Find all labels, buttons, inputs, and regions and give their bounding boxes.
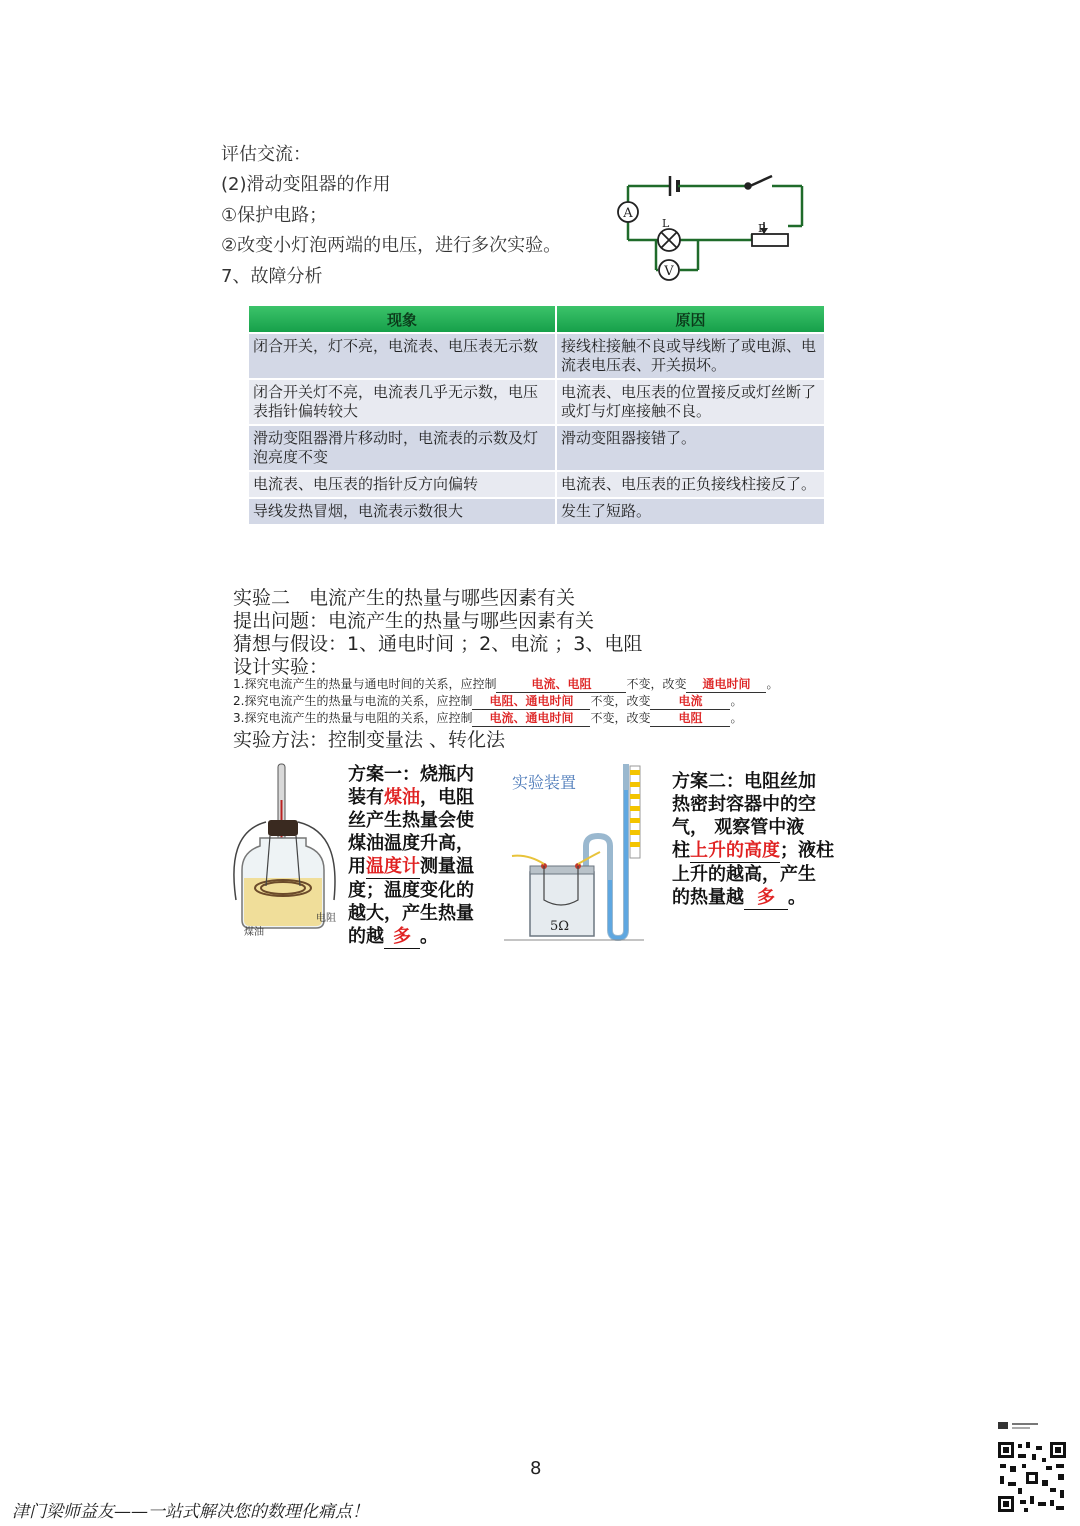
table-row bbox=[249, 333, 825, 379]
evaluation-heading: 评估交流： bbox=[221, 144, 311, 165]
design-heading: 设计实验： bbox=[233, 656, 329, 678]
design-item-3: 3.探究电流产生的热量与电阻的关系，应控制 电流、通电时间 不变，改变 电阻 。 bbox=[233, 711, 743, 725]
role-protect: ①保护电路； bbox=[221, 205, 328, 226]
fill-changed: 电阻 bbox=[650, 709, 730, 727]
page-number: 8 bbox=[530, 1458, 542, 1479]
table-row bbox=[249, 471, 825, 498]
fault-analysis-heading: 7、故障分析 bbox=[221, 266, 323, 287]
rheostat-icon bbox=[752, 234, 788, 246]
phenomenon-cell: 闭合开关，灯不亮，电流表、电压表无示数 bbox=[249, 333, 556, 379]
lamp-label: L bbox=[662, 217, 670, 230]
fill-changed: 电流 bbox=[650, 692, 730, 710]
u-tube-apparatus-illustration bbox=[504, 760, 648, 946]
question-line: 提出问题：电流产生的热量与哪些因素有关 bbox=[233, 610, 595, 632]
cause-cell: 滑动变阻器接错了。 bbox=[556, 425, 825, 471]
oil-label: 煤油 bbox=[244, 927, 264, 938]
rheostat-role-heading: (2)滑动变阻器的作用 bbox=[221, 174, 391, 195]
fault-table bbox=[249, 306, 826, 524]
phenomenon-cell: 闭合开关灯不亮，电流表几乎无示数，电压表指针偏转较大 bbox=[249, 379, 556, 425]
answer-more: 多 bbox=[744, 886, 788, 910]
resistor-label: 5Ω bbox=[550, 919, 570, 934]
method-line: 实验方法：控制变量法 、转化法 bbox=[233, 729, 506, 751]
circuit-diagram bbox=[612, 172, 808, 288]
design-item-2: 2.探究电流产生的热量与电流的关系，应控制 电阻、通电时间 不变，改变 电流 。 bbox=[233, 694, 743, 708]
highlight-rise-height: 上升的高度 bbox=[690, 840, 780, 861]
table-row bbox=[249, 425, 825, 471]
cause-cell: 电流表、电压表的正负接线柱接反了。 bbox=[556, 471, 825, 498]
answer-more: 多 bbox=[384, 925, 420, 949]
cause-cell: 发生了短路。 bbox=[556, 498, 825, 524]
fill-controlled: 电流、电阻 bbox=[496, 675, 626, 693]
wire-label: 电阻 bbox=[316, 913, 336, 924]
design-item-1: 1.探究电流产生的热量与通电时间的关系，应控制 电流、电阻 不变，改变 通电时间 。 bbox=[233, 677, 779, 691]
phenomenon-cell: 滑动变阻器滑片移动时，电流表的示数及灯泡亮度不变 bbox=[249, 425, 556, 471]
role-change-voltage: ②改变小灯泡两端的电压，进行多次实验。 bbox=[221, 235, 562, 256]
flask-apparatus-illustration bbox=[226, 760, 346, 940]
highlight-kerosene: 煤油 bbox=[384, 787, 420, 808]
voltmeter-label: V bbox=[664, 264, 674, 279]
fill-controlled: 电阻、通电时间 bbox=[472, 692, 590, 710]
phenomenon-cell: 导线发热冒烟，电流表示数很大 bbox=[249, 498, 556, 524]
header-cause: 原因 bbox=[556, 306, 825, 333]
qr-code bbox=[996, 1418, 1068, 1516]
footer-slogan: 津门梁师益友——一站式解决您的数理化痛点！ bbox=[12, 1502, 369, 1522]
ammeter-label: A bbox=[623, 206, 633, 221]
plan1-text: 方案一：烧瓶内 装有煤油，电阻 丝产生热量会使 煤油温度升高， 用温度计测量温 度；温度变化的 越大，产生热量 的越 多 。 bbox=[348, 764, 474, 947]
hypothesis-line: 猜想与假设：1、通电时间 ；2、电流 ；3、电阻 bbox=[233, 633, 643, 655]
cause-cell: 接线柱接触不良或导线断了或电源、电流表电压表、开关损坏。 bbox=[556, 333, 825, 379]
experiment2-title: 实验二 电流产生的热量与哪些因素有关 bbox=[233, 587, 576, 609]
fill-changed: 通电时间 bbox=[686, 675, 766, 693]
phenomenon-cell: 电流表、电压表的指针反方向偏转 bbox=[249, 471, 556, 498]
apparatus-caption: 实验装置 bbox=[512, 773, 577, 792]
table-row bbox=[249, 379, 825, 425]
cause-cell: 电流表、电压表的位置接反或灯丝断了或灯与灯座接触不良。 bbox=[556, 379, 825, 425]
table-row bbox=[249, 498, 825, 524]
fill-controlled: 电流、通电时间 bbox=[472, 709, 590, 727]
plan2-text: 方案二：电阻丝加 热密封容器中的空 气， 观察管中液 柱上升的高度；液柱 上升的越高，产生 的热量越 多 。 bbox=[672, 771, 834, 908]
header-phenomenon: 现象 bbox=[249, 306, 556, 333]
rheostat-label: P bbox=[758, 222, 766, 235]
highlight-thermometer: 温度计 bbox=[366, 856, 420, 877]
